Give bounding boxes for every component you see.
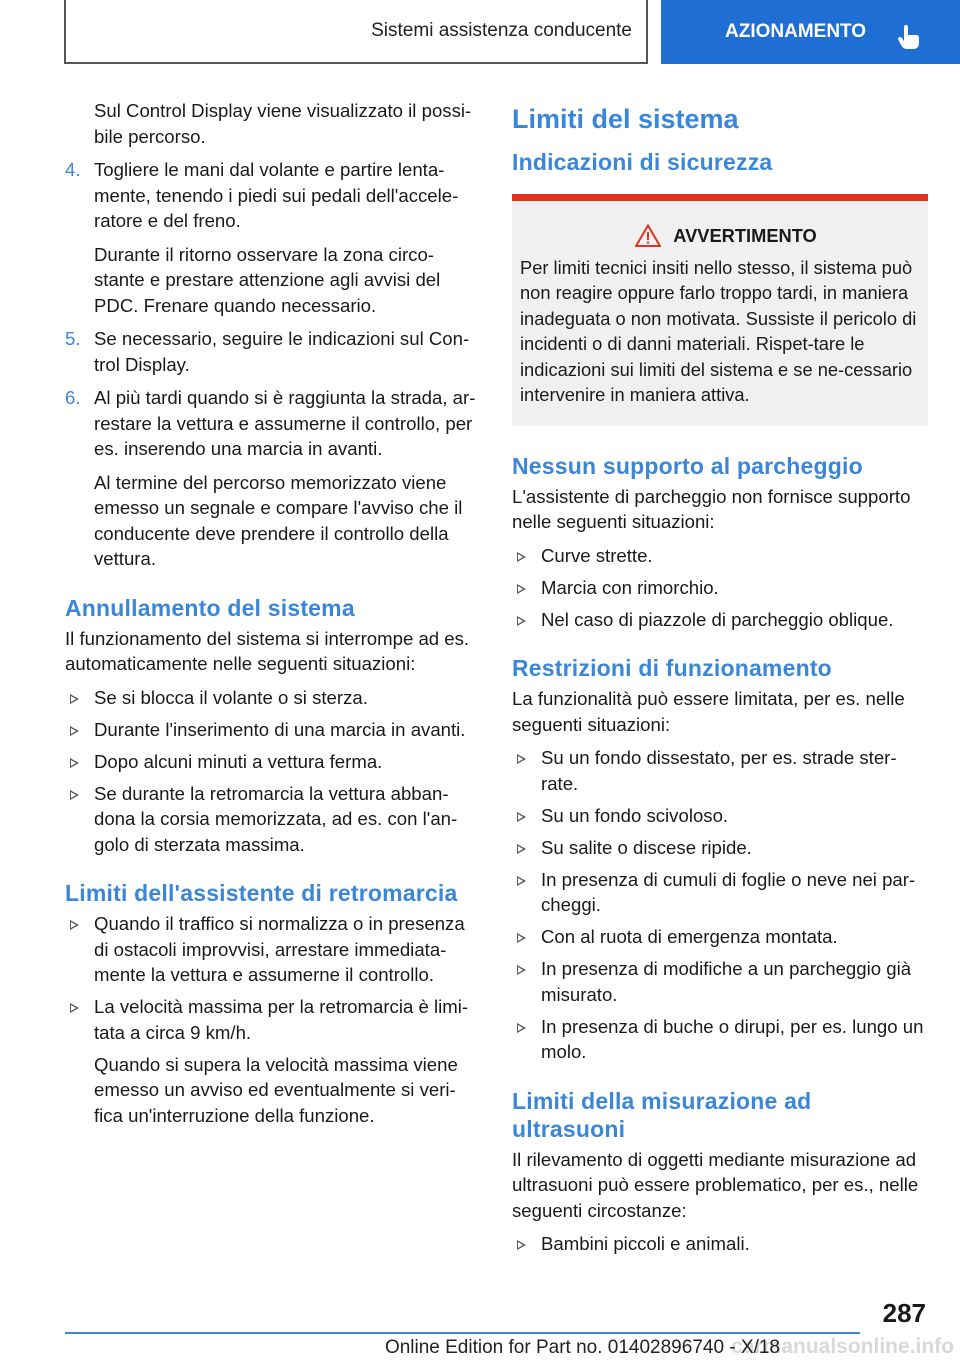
step-number: 4. bbox=[65, 159, 81, 180]
limits-extra: Quando si supera la velocità massima viene emesso un avviso ed eventualmente si veri-fica un'interruzione della funzione. bbox=[94, 1053, 458, 1126]
heading-safety: Indicazioni di sicurezza bbox=[512, 149, 773, 175]
list-item: Con al ruota di emergenza montata. bbox=[512, 924, 928, 950]
list-item: Se si blocca il volante o si sterza. bbox=[65, 685, 479, 711]
triangle-bullet-icon bbox=[70, 726, 79, 736]
watermark: carmanualsonline.info bbox=[731, 1335, 954, 1358]
chapter-tab bbox=[661, 0, 960, 64]
left-column bbox=[65, 98, 479, 1136]
list-item: In presenza di modifiche a un parcheggio già misurato. bbox=[512, 956, 928, 1007]
step-number: 6. bbox=[65, 387, 81, 408]
step-5 bbox=[65, 326, 479, 377]
triangle-bullet-icon bbox=[70, 790, 79, 800]
warning-text: Per limiti tecnici insiti nello stesso, il sistema può non reagire oppure farlo troppo tardi, in maniera inadeguata o non motivata. Sussiste il pericolo di incidenti o di danni materiali. Rispet-tare le indicazioni sui limiti del sistema e se ne-cessario intervenire in maniera attiva. bbox=[520, 256, 917, 405]
list-item: Bambini piccoli e animali. bbox=[512, 1231, 928, 1257]
step-text: Se necessario, seguire le indicazioni sul Con-trol Display. bbox=[94, 328, 470, 375]
heading-system-limits: Limiti del sistema bbox=[512, 104, 739, 134]
list-item: Durante l'inserimento di una marcia in avanti. bbox=[65, 717, 479, 743]
triangle-bullet-icon bbox=[517, 965, 526, 975]
restrictions-intro: La funzionalità può essere limitata, per es. nelle seguenti situazioni: bbox=[512, 688, 905, 735]
step-6 bbox=[65, 385, 479, 462]
triangle-bullet-icon bbox=[517, 616, 526, 626]
step-extra: Durante il ritorno osservare la zona circo-stante e prestare attenzione agli avvisi del PDC. Frenare quando necessario. bbox=[94, 243, 441, 316]
right-column bbox=[512, 98, 928, 1263]
triangle-bullet-icon bbox=[517, 844, 526, 854]
warning-triangle-icon bbox=[635, 224, 661, 247]
heading-restrictions: Restrizioni di funzionamento bbox=[512, 655, 832, 681]
triangle-bullet-icon bbox=[517, 754, 526, 764]
triangle-bullet-icon bbox=[517, 1240, 526, 1250]
triangle-bullet-icon bbox=[70, 694, 79, 704]
list-item: Curve strette. bbox=[512, 543, 928, 569]
list-item: Dopo alcuni minuti a vettura ferma. bbox=[65, 749, 479, 775]
triangle-bullet-icon bbox=[70, 758, 79, 768]
list-item: La velocità massima per la retromarcia è limi-tata a circa 9 km/h. bbox=[65, 994, 479, 1045]
step-number: 5. bbox=[65, 328, 81, 349]
section-title-tab bbox=[64, 0, 648, 64]
ultrasound-intro: Il rilevamento di oggetti mediante misurazione ad ultrasuoni può essere problematico, per es., nelle seguenti circostanze: bbox=[512, 1148, 919, 1221]
triangle-bullet-icon bbox=[517, 933, 526, 943]
warning-title: AVVERTIMENTO bbox=[520, 223, 920, 249]
no-support-intro: L'assistente di parcheggio non fornisce supporto nelle seguenti situazioni: bbox=[512, 485, 911, 532]
page-number: 287 bbox=[882, 1298, 926, 1328]
chapter-title: AZIONAMENTO bbox=[725, 21, 867, 42]
list-item: Quando il traffico si normalizza o in presenza di ostacoli improvvisi, arrestare immediata-mente la vettura e assumerne il controllo. bbox=[65, 911, 479, 988]
step-text: Al più tardi quando si è raggiunta la strada, ar-restare la vettura e assumerne il controllo, per es. inserendo una marcia in avanti. bbox=[94, 387, 476, 459]
step-extra: Al termine del percorso memorizzato viene emesso un segnale e compare l'avviso che il conducente deve prendere il controllo della vettura. bbox=[94, 471, 463, 569]
list-item: Su salite o discese ripide. bbox=[512, 835, 928, 861]
warning-box bbox=[512, 194, 928, 426]
list-item: Se durante la retromarcia la vettura abban-dona la corsia memorizzata, ad es. con l'an-golo di sterzata massima. bbox=[65, 781, 479, 858]
step-text: Togliere le mani dal volante e partire lenta-mente, tenendo i piedi sui pedali dell'accele-ratore e del freno. bbox=[94, 159, 459, 231]
heading-no-support: Nessun supporto al parcheggio bbox=[512, 452, 863, 479]
hand-pointer-icon bbox=[898, 25, 920, 49]
list-item: In presenza di cumuli di foglie o neve nei par-cheggi. bbox=[512, 867, 928, 918]
list-item: Su un fondo dissestato, per es. strade ster-rate. bbox=[512, 745, 928, 796]
cancel-intro: Il funzionamento del sistema si interrompe ad es. automaticamente nelle seguenti situazioni: bbox=[65, 627, 470, 674]
triangle-bullet-icon bbox=[517, 1023, 526, 1033]
triangle-bullet-icon bbox=[517, 876, 526, 886]
edition-line: Online Edition for Part no. 01402896740 - X/18 bbox=[384, 1337, 780, 1358]
step-4 bbox=[65, 157, 479, 234]
triangle-bullet-icon bbox=[517, 552, 526, 562]
intro-paragraph: Sul Control Display viene visualizzato il possi-bile percorso. bbox=[94, 100, 472, 147]
triangle-bullet-icon bbox=[517, 812, 526, 822]
triangle-bullet-icon bbox=[517, 584, 526, 594]
footer-divider bbox=[65, 1332, 860, 1334]
heading-limits-reverse: Limiti dell'assistente di retromarcia bbox=[65, 880, 458, 906]
heading-ultrasound: Limiti della misurazione ad ultrasuoni bbox=[512, 1087, 812, 1142]
heading-cancel: Annullamento del sistema bbox=[65, 594, 355, 621]
section-title: Sistemi assistenza conducente bbox=[371, 20, 632, 41]
list-item: Su un fondo scivoloso. bbox=[512, 803, 928, 829]
list-item: Nel caso di piazzole di parcheggio oblique. bbox=[512, 607, 928, 633]
triangle-bullet-icon bbox=[70, 1003, 79, 1013]
list-item: Marcia con rimorchio. bbox=[512, 575, 928, 601]
list-item: In presenza di buche o dirupi, per es. lungo un molo. bbox=[512, 1014, 928, 1065]
triangle-bullet-icon bbox=[70, 920, 79, 930]
